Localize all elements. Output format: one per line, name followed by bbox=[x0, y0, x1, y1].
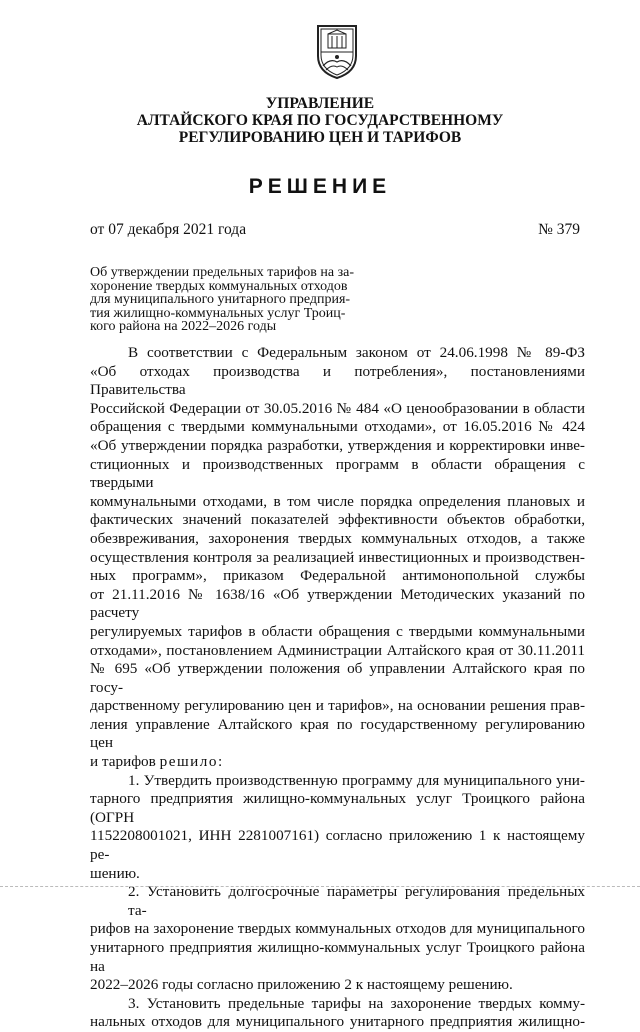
item-line: 1152208001021, ИНН 2281007161) согласно приложению 1 к настоящему ре- bbox=[90, 827, 585, 864]
item-line: 2. Установить долгосрочные параметры регулирования предельных та- bbox=[128, 883, 585, 919]
body-line: дарственному регулированию цен и тарифов», на основании решения прав- bbox=[90, 697, 585, 715]
body-line: ных программ», приказом Федеральной антимонопольной службы bbox=[90, 567, 585, 585]
body-line: обезвреживания, захоронения твердых коммунальных отходов, а также bbox=[90, 529, 585, 547]
body-line: № 695 «Об утверждении положения об управлении Алтайского края по госу- bbox=[90, 660, 585, 696]
body-line: фактических значений показателей эффективности объектов обработки, bbox=[90, 511, 585, 529]
item-line: унитарного предприятия жилищно-коммунальных услуг Троицкого района на bbox=[90, 939, 585, 975]
body-line: от 21.11.2016 № 1638/16 «Об утверждении Методических указаний по расчету bbox=[90, 585, 585, 622]
subject-line: для муниципального унитарного предприя- bbox=[90, 292, 351, 307]
coat-of-arms-icon bbox=[314, 22, 360, 80]
item-line: нальных отходов для муниципального унитарного предприятия жилищно- bbox=[90, 1013, 585, 1031]
body-line: Российской Федерации от 30.05.2016 № 484 «О ценообразовании в области bbox=[90, 399, 585, 417]
body-line: осуществления контроля за реализацией инвестиционных и производствен- bbox=[90, 548, 585, 566]
document-body bbox=[90, 344, 585, 1032]
body-line: ления управление Алтайского края по государственному регулированию цен bbox=[90, 715, 585, 752]
page-edge-divider bbox=[0, 886, 640, 887]
body-line: «Об утверждении порядка разработки, утверждения и корректировки инве- bbox=[90, 436, 585, 454]
decided-word: решило: bbox=[159, 753, 224, 771]
authority-line: АЛТАЙСКОГО КРАЯ ПО ГОСУДАРСТВЕННОМУ bbox=[136, 112, 504, 129]
subject-line: хоронение твердых коммунальных отходов bbox=[90, 278, 348, 294]
body-line: стиционных и производственных программ в области обращения с твердыми bbox=[90, 455, 585, 492]
document-title: РЕШЕНИЕ bbox=[248, 175, 392, 198]
body-line: регулируемых тарифов в области обращения с твердыми коммунальными bbox=[90, 622, 585, 640]
issuing-authority bbox=[0, 95, 640, 146]
subject-line: кого района на 2022–2026 годы bbox=[90, 319, 277, 334]
subject-line: Об утверждении предельных тарифов на за- bbox=[90, 265, 354, 280]
body-line: отходами», постановлением Администрации Алтайского края от 30.11.2011 bbox=[90, 641, 585, 659]
item-line: 2022–2026 годы согласно приложению 2 к настоящему решению. bbox=[90, 976, 513, 994]
item-line: рифов на захоронение твердых коммунальных отходов для муниципального bbox=[90, 920, 585, 938]
document-date: от 07 декабря 2021 года bbox=[90, 221, 247, 238]
body-line: и тарифов bbox=[90, 753, 156, 771]
item-line: 3. Установить предельные тарифы на захоронение твердых комму- bbox=[128, 994, 585, 1012]
body-line-decision bbox=[90, 753, 585, 772]
item-line: тарного предприятия жилищно-коммунальных услуг Троицкого района (ОГРН bbox=[90, 790, 585, 826]
item-line: шению. bbox=[90, 864, 140, 882]
document-subject bbox=[90, 266, 380, 334]
body-line: «Об отходах производства и потребления», постановлениями Правительства bbox=[90, 362, 585, 399]
body-line: обращения с твердыми коммунальными отходами», от 16.05.2016 № 424 bbox=[90, 418, 585, 436]
subject-line: тия жилищно-коммунальных услуг Троиц- bbox=[90, 305, 346, 321]
authority-line: РЕГУЛИРОВАНИЮ ЦЕН И ТАРИФОВ bbox=[178, 129, 462, 146]
document-number: № 379 bbox=[538, 221, 580, 238]
authority-line: УПРАВЛЕНИЕ bbox=[265, 95, 375, 112]
item-line: 1. Утвердить производственную программу для муниципального уни- bbox=[128, 771, 585, 789]
body-line: коммунальными отходами, в том числе порядка определения плановых и bbox=[90, 492, 585, 510]
body-line: В соответствии с Федеральным законом от 24.06.1998 № 89-ФЗ bbox=[128, 344, 585, 361]
